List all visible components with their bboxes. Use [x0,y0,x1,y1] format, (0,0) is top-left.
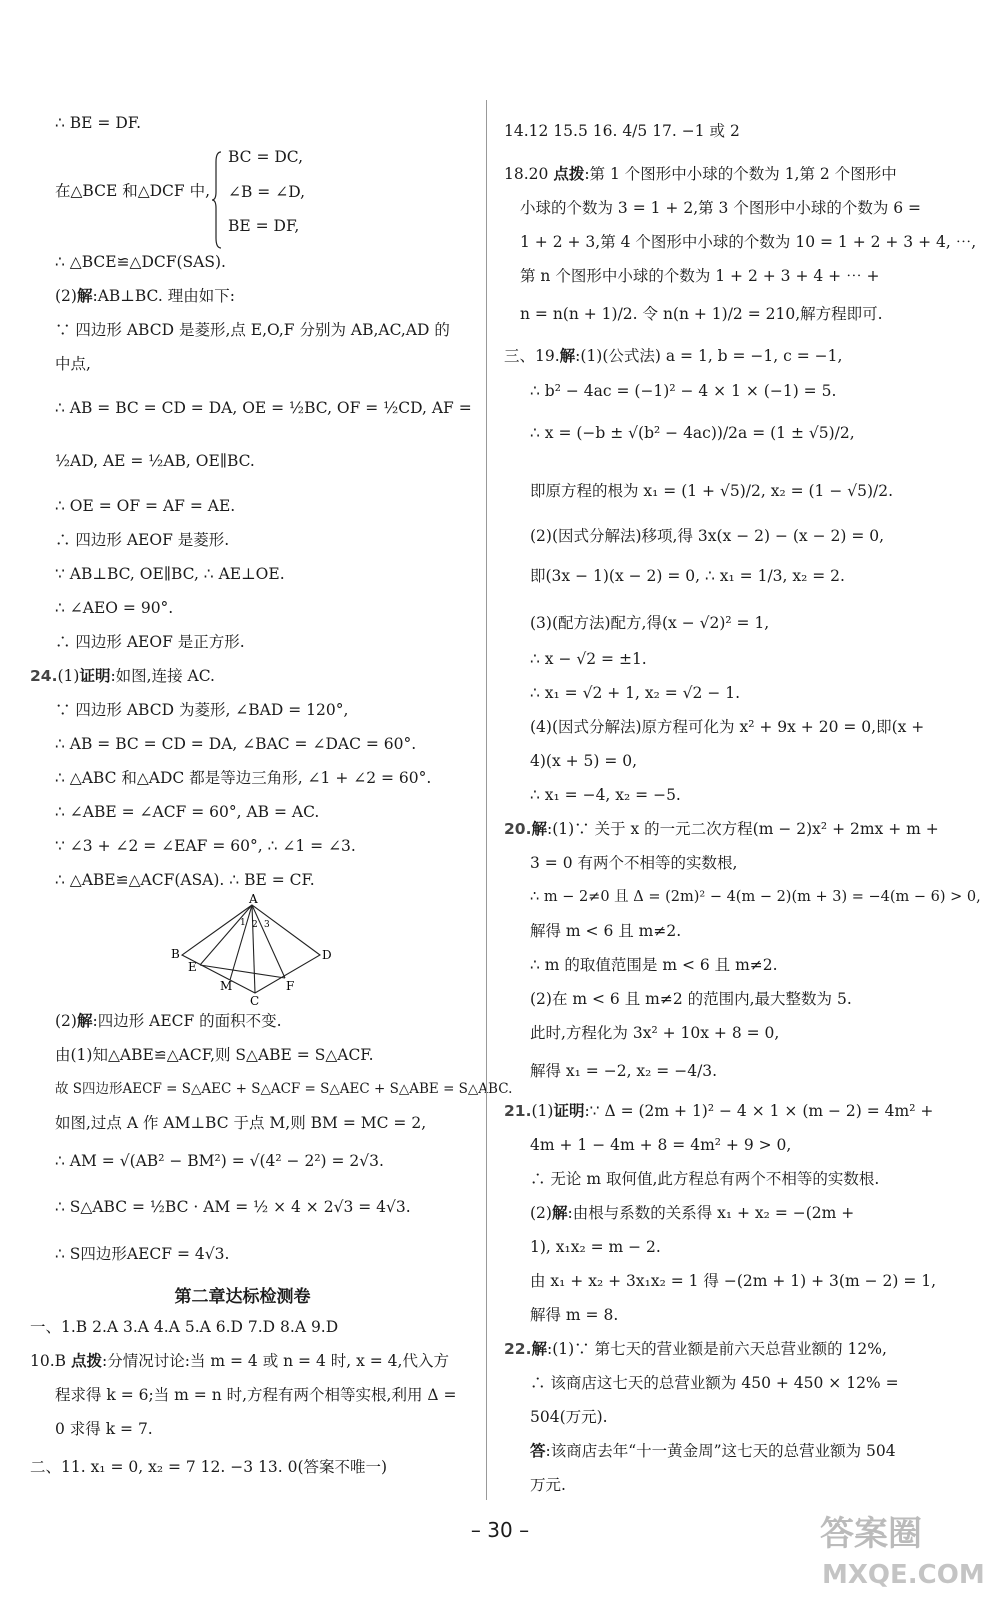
svg-text:MXQE.COM: MXQE.COM [822,1560,985,1590]
question-24: 24.(1)证明:如图,连接 AC. [30,666,215,685]
text-line: (2)解:四边形 AECF 的面积不变. [55,1011,282,1030]
angle-2: 2 [252,920,258,930]
text-line: ½AD, AE = ½AB, OE∥BC. [55,452,255,470]
text-line: ∴ x₁ = √2 + 1, x₂ = √2 − 1. [530,684,741,702]
text-line: 万元. [530,1476,566,1494]
text-line: ∵ 四边形 ABCD 是菱形,点 E,O,F 分别为 AB,AC,AD 的 [55,321,450,339]
question-22: 22.解:(1)∵ 第七天的营业额是前六天总营业额的 12%, [504,1339,887,1358]
text-line: ∴ OE = OF = AF = AE. [55,497,236,515]
text-line: 小球的个数为 3 = 1 + 2,第 3 个图形中小球的个数为 6 = [520,199,922,217]
text-line: 答:该商店去年“十一黄金周”这七天的总营业额为 504 [530,1441,896,1460]
question-21: 21.(1)证明:∵ Δ = (2m + 1)² − 4 × 1 × (m − 2) = 4m² + [504,1101,934,1120]
text-line: ∴ 四边形 AEOF 是正方形. [55,633,245,651]
text-line: 3 = 0 有两个不相等的实数根, [530,854,738,872]
text-line: (2)在 m < 6 且 m≠2 的范围内,最大整数为 5. [530,990,852,1008]
text-line: 解得 x₁ = −2, x₂ = −4/3. [530,1062,718,1080]
label-a: A [249,892,258,906]
text-line: ∴ ∠ABE = ∠ACF = 60°, AB = AC. [55,803,320,821]
text-line: BC = DC, [228,148,304,166]
label-d: D [322,948,332,962]
text-line: ∴ AM = √(AB² − BM²) = √(4² − 2²) = 2√3. [55,1152,384,1170]
label-b: B [171,947,180,961]
text-line: ∴ BE = DF. [55,114,142,132]
label-m: M [220,979,233,993]
choice-answers: 一、1.B 2.A 3.A 4.A 5.A 6.D 7.D 8.A 9.D [30,1318,339,1336]
text-line: n = n(n + 1)/2. 令 n(n + 1)/2 = 210,解方程即可. [520,305,883,323]
fill-answers: 二、11. x₁ = 0, x₂ = 7 12. −3 13. 0(答案不唯一) [30,1458,388,1476]
text-line: ∴ m − 2≠0 且 Δ = (2m)² − 4(m − 2)(m + 3) = −4(m − 6) > 0, [530,889,981,905]
text-line: (2)(因式分解法)移项,得 3x(x − 2) − (x − 2) = 0, [530,527,885,545]
text-line: 即(3x − 1)(x − 2) = 0, ∴ x₁ = 1/3, x₂ = 2. [530,567,845,585]
text-line: 1 + 2 + 3,第 4 个图形中小球的个数为 10 = 1 + 2 + 3 + 4, ⋯, [520,233,977,251]
page-number: – 30 – [470,1518,530,1542]
text-line: ∴ △ABE≌△ACF(ASA). ∴ BE = CF. [55,871,315,889]
text-line: 由 x₁ + x₂ + 3x₁x₂ = 1 得 −(2m + 1) + 3(m − 2) = 1, [530,1272,937,1290]
text-line: ∴ S△ABC = ½BC · AM = ½ × 4 × 2√3 = 4√3. [55,1198,411,1216]
text-line: 4m + 1 − 4m + 8 = 4m² + 9 > 0, [530,1136,792,1154]
text-line: ∴ 该商店这七天的总营业额为 450 + 450 × 12% = [530,1374,899,1392]
label-e: E [188,960,197,974]
text-line: ∴ △ABC 和△ADC 都是等边三角形, ∠1 + ∠2 = 60°. [55,769,432,787]
text-line: ∴ △BCE≌△DCF(SAS). [55,253,226,271]
watermark-logo [810,1505,985,1590]
text-line: (4)(因式分解法)原方程可化为 x² + 9x + 20 = 0,即(x + [530,718,925,736]
text-line: 由(1)知△ABE≌△ACF,则 S△ABE = S△ACF. [55,1046,374,1064]
text-line: ∵ 四边形 ABCD 为菱形, ∠BAD = 120°, [55,701,349,719]
text-line: ∴ AB = BC = CD = DA, ∠BAC = ∠DAC = 60°. [55,735,417,753]
text-line: 此时,方程化为 3x² + 10x + 8 = 0, [530,1024,780,1042]
text-line: (2)解:由根与系数的关系得 x₁ + x₂ = −(2m + [530,1203,855,1222]
text-line: 第 n 个图形中小球的个数为 1 + 2 + 3 + 4 + ⋯ + [520,267,880,285]
question-18: 18.20 点拨:第 1 个图形中小球的个数为 1,第 2 个图形中 [504,164,897,183]
text-line: 在△BCE 和△DCF 中, [55,182,211,200]
text-line: ∵ AB⊥BC, OE∥BC, ∴ AE⊥OE. [55,565,285,583]
fill-answers-2: 14.12 15.5 16. 4/5 17. −1 或 2 [504,122,740,140]
text-line: BE = DF, [228,217,300,235]
text-line: 如图,过点 A 作 AM⊥BC 于点 M,则 BM = MC = 2, [55,1114,427,1132]
question-10: 10.B 点拨:分情况讨论:当 m = 4 或 n = 4 时, x = 4,代入方 [30,1351,449,1370]
svg-text:答案圈: 答案圈 [820,1514,922,1554]
text-line: (2)解:AB⊥BC. 理由如下: [55,286,235,305]
text-line: ∴ 四边形 AEOF 是菱形. [55,531,230,549]
text-line: 4)(x + 5) = 0, [530,752,638,770]
angle-3: 3 [264,920,270,930]
column-divider [486,100,487,1500]
text-line: ∴ 无论 m 取何值,此方程总有两个不相等的实数根. [530,1170,880,1188]
brace-icon [212,150,222,250]
text-line: 0 求得 k = 7. [55,1420,153,1438]
chapter-title: 第二章达标检测卷 [174,1287,311,1307]
text-line: ∴ S四边形AECF = 4√3. [55,1245,230,1263]
text-line: 程求得 k = 6;当 m = n 时,方程有两个相等实根,利用 Δ = [55,1386,457,1404]
text-line: (3)(配方法)配方,得(x − √2)² = 1, [530,614,770,632]
text-line: 解得 m < 6 且 m≠2. [530,922,682,940]
label-c: C [250,994,260,1008]
question-19: 三、19.解:(1)(公式法) a = 1, b = −1, c = −1, [504,346,843,365]
label-f: F [286,979,295,993]
text-line: 中点, [55,355,91,373]
text-line: ∴ x = (−b ± √(b² − 4ac))/2a = (1 ± √5)/2, [530,424,855,442]
text-line: ∴ b² − 4ac = (−1)² − 4 × 1 × (−1) = 5. [530,382,837,400]
text-line: 解得 m = 8. [530,1306,619,1324]
text-line: ∴ ∠AEO = 90°. [55,599,174,617]
rhombus-figure [170,892,332,1008]
text-line: ∴ x − √2 = ±1. [530,650,647,668]
text-line: 504(万元). [530,1408,608,1426]
angle-1: 1 [240,918,246,928]
text-line: ∵ ∠3 + ∠2 = ∠EAF = 60°, ∴ ∠1 = ∠3. [55,837,356,855]
text-line: ∠B = ∠D, [228,183,306,201]
text-line: ∴ AB = BC = CD = DA, OE = ½BC, OF = ½CD, AF = [55,399,472,417]
text-line: ∴ m 的取值范围是 m < 6 且 m≠2. [530,956,778,974]
text-line: 即原方程的根为 x₁ = (1 + √5)/2, x₂ = (1 − √5)/2. [530,482,894,500]
text-line: ∴ x₁ = −4, x₂ = −5. [530,786,681,804]
question-20: 20.解:(1)∵ 关于 x 的一元二次方程(m − 2)x² + 2mx + m + [504,819,939,838]
text-line: 1), x₁x₂ = m − 2. [530,1238,661,1256]
text-line: 故 S四边形AECF = S△AEC + S△ACF = S△AEC + S△ABE = S△ABC. [55,1081,513,1097]
